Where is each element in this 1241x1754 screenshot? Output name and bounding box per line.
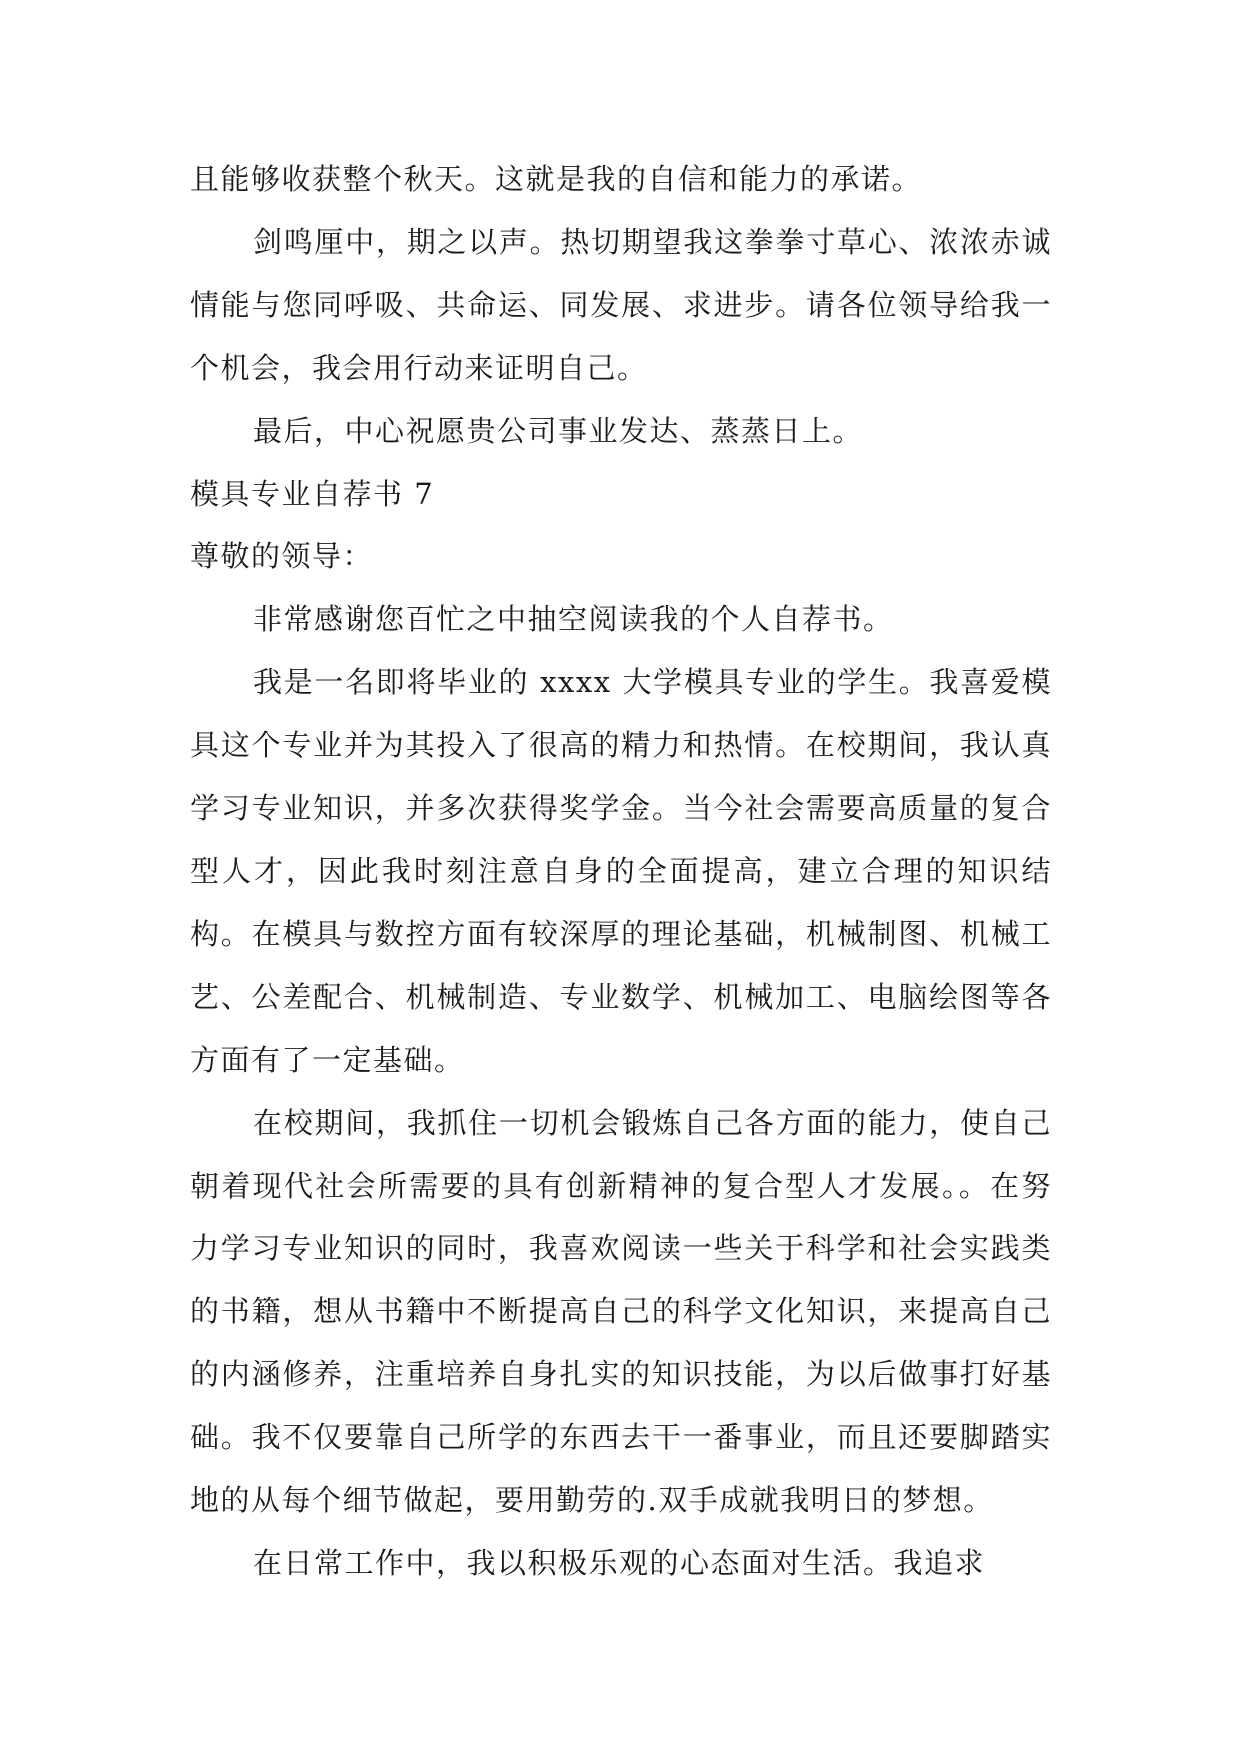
salutation: 尊敬的领导： (190, 539, 374, 574)
paragraph-thanks: 非常感谢您百忙之中抽空阅读我的个人自荐书。 (253, 602, 894, 637)
paragraph-daily-work: 在日常工作中，我以积极乐观的心态面对生活。我追求 (253, 1545, 986, 1580)
document-body (190, 148, 1052, 1595)
section-heading: 模具专业自荐书 7 (190, 476, 435, 511)
paragraph-wishes: 最后，中心祝愿贵公司事业发达、蒸蒸日上。 (253, 413, 864, 448)
paragraph-introduction: 我是一名即将毕业的 xxxx 大学模具专业的学生。我喜爱模具这个专业并为其投入了很高的精力和热情。在校期间，我认真学习专业知识，并多次获得奖学金。当今社会需要高质量的复合型人才，因此我时刻注意自身的全面提高，建立合理的知识结构。在模具与数控方面有较深厚的理论基础，机械制图、机械工艺、公差配合、机械制造、专业数学、机械加工、电脑绘图等各方面有了一定基础。 (190, 665, 1052, 1077)
paragraph-appeal: 剑鸣厘中，期之以声。热切期望我这拳拳寸草心、浓浓赤诚情能与您同呼吸、共命运、同发展、求进步。请各位领导给我一个机会，我会用行动来证明自己。 (190, 224, 1052, 385)
paragraph-school-activities: 在校期间，我抓住一切机会锻炼自己各方面的能力，使自己朝着现代社会所需要的具有创新精神的复合型人才发展。。在努力学习专业知识的同时，我喜欢阅读一些关于科学和社会实践类的书籍，想从书籍中不断提高自己的科学文化知识，来提高自己的内涵修养，注重培养自身扎实的知识技能，为以后做事打好基础。我不仅要靠自己所学的东西去干一番事业，而且还要脚踏实地的从每个细节做起，要用勤劳的.双手成就我明日的梦想。 (190, 1105, 1052, 1518)
paragraph-closing-line: 且能够收获整个秋天。这就是我的自信和能力的承诺。 (190, 162, 923, 196)
